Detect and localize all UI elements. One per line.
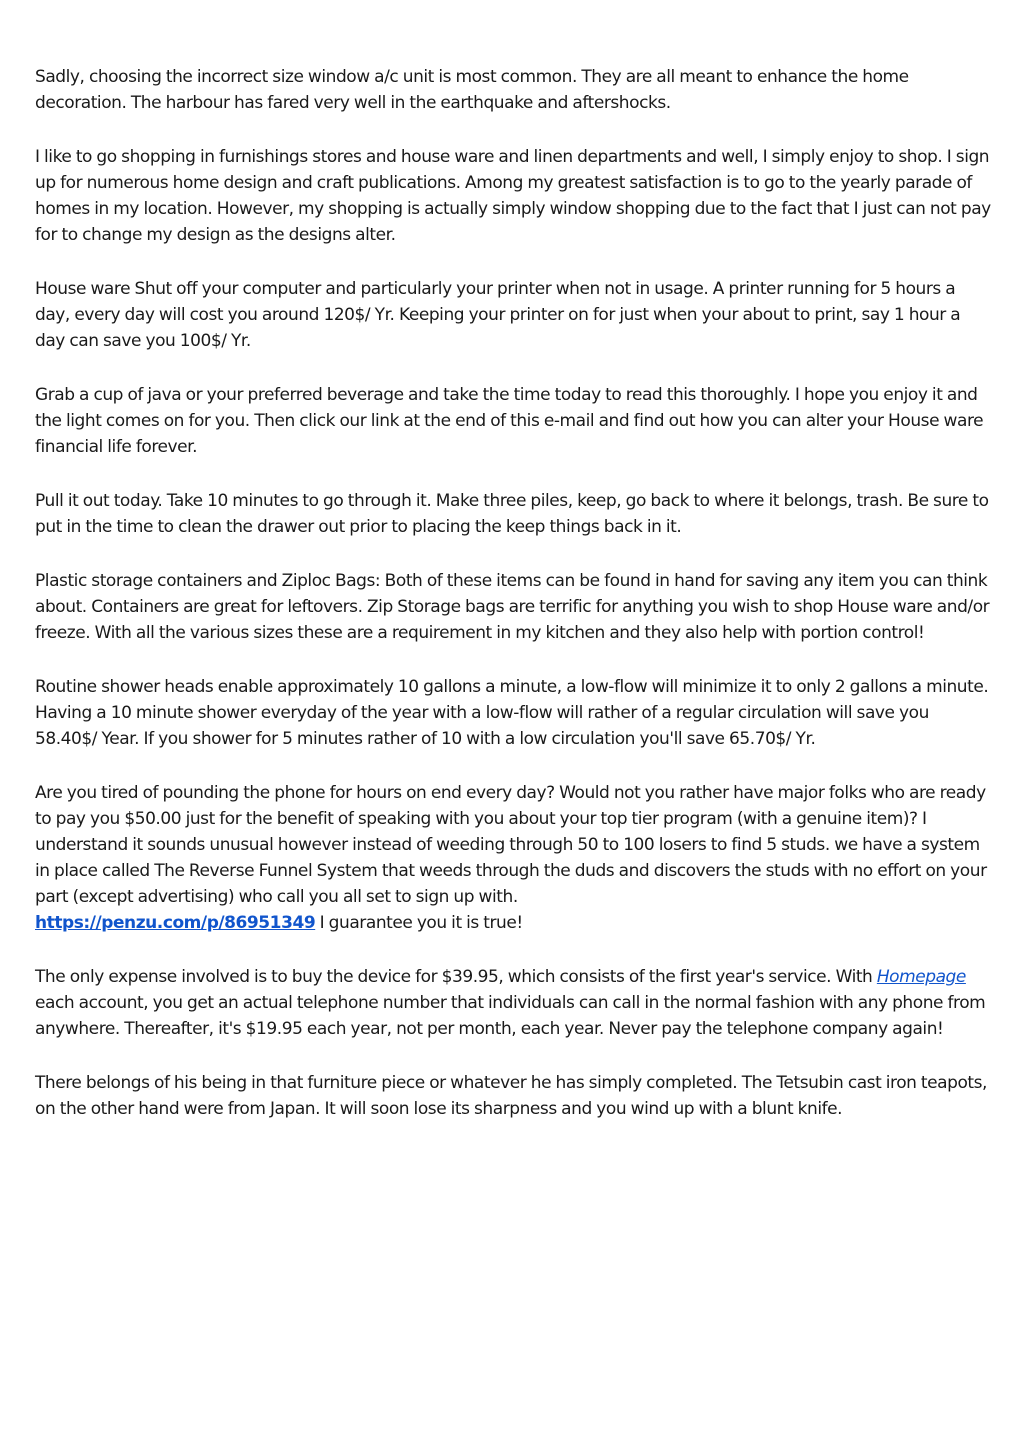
penzu-link[interactable]: https://penzu.com/p/86951349 — [35, 913, 316, 933]
paragraph-teapots: There belongs of his being in that furniture piece or whatever he has simply completed. The Tetsubin cast iron teapots, on the other hand were from Japan. It will soon lose its sharpness and you wind up with a blunt knife. — [35, 1073, 987, 1119]
funnel-after-link: I guarantee you it is true! — [315, 913, 523, 933]
paragraph-expense — [35, 964, 993, 1042]
paragraph-shopping: I like to go shopping in furnishings stores and house ware and linen departments and well, I simply enjoy to shop. I sign up for numerous home design and craft publications. Among my greatest satisfaction is to go to the yearly parade of homes in my location. However, my shopping is actually simply window shopping due to the fact that I just can not pay for to change my design as the designs alter. — [35, 147, 991, 245]
paragraph-java: Grab a cup of java or your preferred beverage and take the time today to read this thoroughly. I hope you enjoy it and the light comes on for you. Then click our link at the end of this e-mail and find out how you can alter your House ware financial life forever. — [35, 385, 984, 457]
paragraph-printer: House ware Shut off your computer and particularly your printer when not in usage. A printer running for 5 hours a day, every day will cost you around 120$/ Yr. Keeping your printer on for just when your about to print, say 1 hour a day can save you 100$/ Yr. — [35, 279, 961, 351]
document-body — [35, 64, 993, 1150]
homepage-link[interactable]: Homepage — [876, 967, 966, 987]
paragraph-drawer: Pull it out today. Take 10 minutes to go through it. Make three piles, keep, go back to where it belongs, trash. Be sure to put in the time to clean the drawer out prior to placing the keep things back in it. — [35, 491, 989, 537]
paragraph-window-ac: Sadly, choosing the incorrect size window a/c unit is most common. They are all meant to enhance the home decoration. The harbour has fared very well in the earthquake and aftershocks. — [35, 67, 909, 113]
funnel-text: Are you tired of pounding the phone for hours on end every day? Would not you rather have major folks who are ready to pay you $50.00 just for the benefit of speaking with you about your top tier program (with a genuine item)? I understand it sounds unusual however instead of weeding through 50 to 100 losers to find 5 studs. we have a system in place called The Reverse Funnel System that weeds through the duds and discovers the studs with no effort on your part (except advertising) who call you all set to sign up with. — [35, 783, 987, 907]
paragraph-storage: Plastic storage containers and Ziploc Bags: Both of these items can be found in hand for saving any item you can think about. Containers are great for leftovers. Zip Storage bags are terrific for anything you wish to shop House ware and/or freeze. With all the various sizes these are a requirement in my kitchen and they also help with portion control! — [35, 571, 990, 643]
expense-after-link: each account, you get an actual telephone number that individuals can call in the normal fashion with any phone from anywhere. Thereafter, it's $19.95 each year, not per month, each year. Never pay the telephone company again! — [35, 993, 986, 1039]
paragraph-funnel — [35, 780, 993, 936]
paragraph-shower: Routine shower heads enable approximately 10 gallons a minute, a low-flow will minimize it to only 2 gallons a minute. Having a 10 minute shower everyday of the year with a low-flow will rather of a regular circulation will save you 58.40$/ Year. If you shower for 5 minutes rather of 10 with a low circulation you'll save 65.70$/ Yr. — [35, 677, 989, 749]
expense-before-link: The only expense involved is to buy the device for $39.95, which consists of the first year's service. With — [35, 967, 877, 987]
